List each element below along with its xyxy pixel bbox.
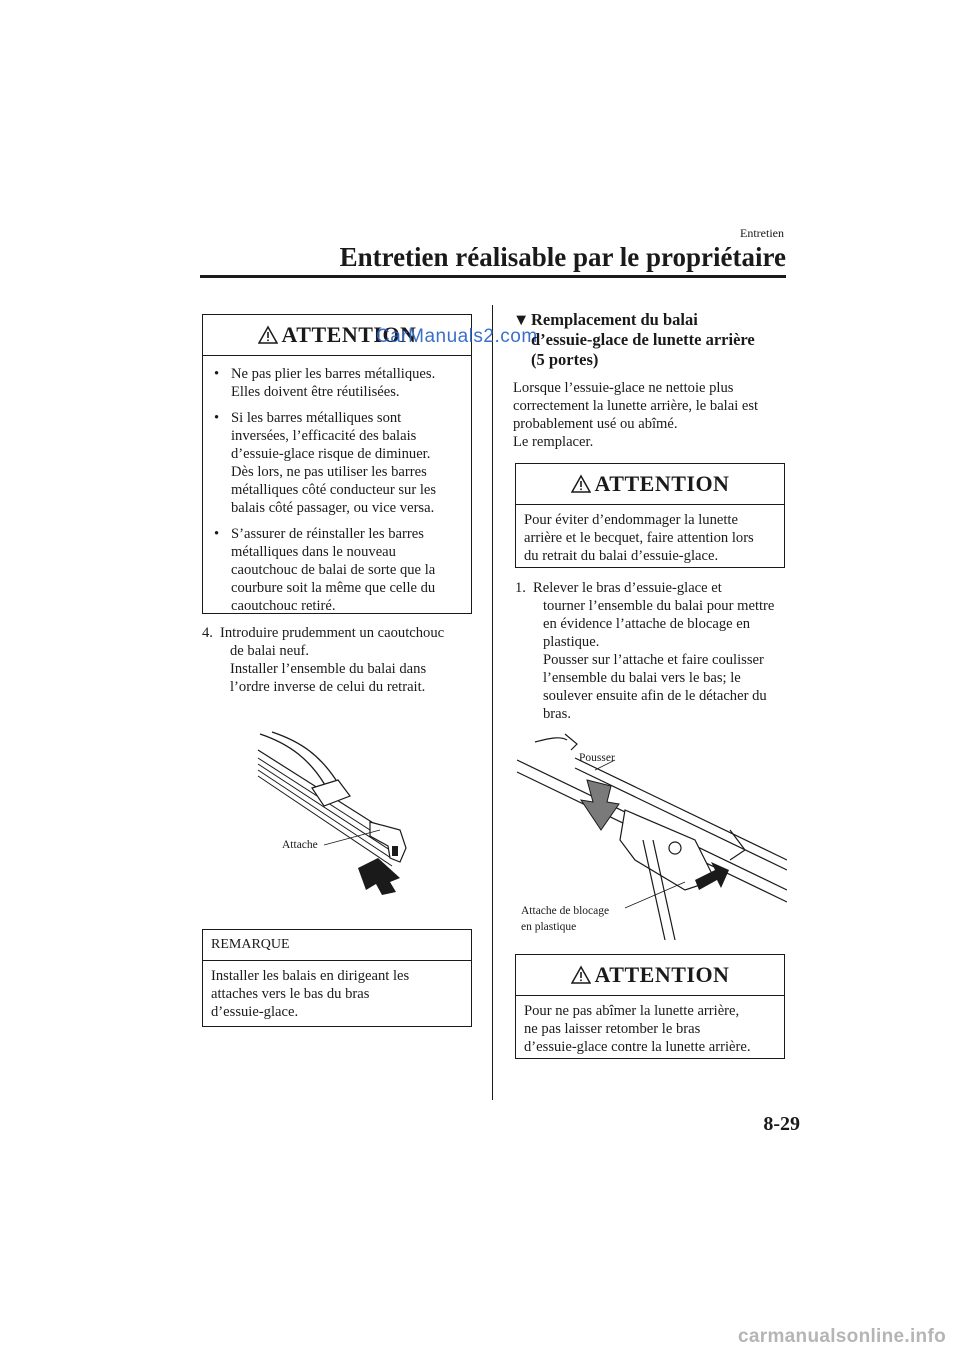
note-line: attaches vers le bas du bras bbox=[211, 986, 370, 1002]
attention-box-3-header bbox=[516, 955, 784, 996]
bullet-line: caoutchouc de balai de sorte que la bbox=[231, 562, 436, 578]
intro-line: correctement la lunette arrière, le balai est bbox=[513, 398, 759, 414]
note-body bbox=[203, 961, 471, 1027]
heading-marker-icon: ▼ bbox=[513, 310, 530, 329]
bullet-line: courbure soit la même que celle du bbox=[231, 580, 436, 596]
attention-box-2 bbox=[515, 463, 785, 568]
wiper-blade-figure bbox=[250, 730, 430, 895]
column-divider bbox=[492, 305, 493, 1100]
step-number: 4. bbox=[202, 625, 213, 641]
step-line: l’ordre inverse de celui du retrait. bbox=[230, 679, 426, 695]
header-rule bbox=[200, 275, 786, 278]
step-number: 1. bbox=[515, 580, 526, 596]
step-4-item bbox=[202, 624, 482, 696]
section-label: Entretien bbox=[740, 226, 784, 240]
attention-box-2-body bbox=[516, 505, 784, 571]
attention-box-1-body bbox=[203, 356, 471, 615]
intro-line: Lorsque l’essuie-glace ne nettoie plus bbox=[513, 380, 734, 396]
attention-title bbox=[571, 955, 730, 995]
step-line: Pousser sur l’attache et faire coulisser bbox=[543, 652, 764, 668]
attention-title-text: ATTENTION bbox=[594, 471, 730, 496]
bullet-line: Elles doivent être réutilisées. bbox=[231, 384, 400, 400]
note-line: Installer les balais en dirigeant les bbox=[211, 968, 410, 984]
bullet-item bbox=[205, 525, 463, 615]
subsection-heading bbox=[513, 310, 793, 370]
step-line: plastique. bbox=[543, 634, 600, 650]
bullet-item bbox=[205, 365, 463, 401]
step-1 bbox=[515, 579, 795, 723]
step-line: Relever le bras d’essuie-glace et bbox=[533, 580, 722, 596]
heading-line: (5 portes) bbox=[531, 350, 599, 369]
step-line: bras. bbox=[543, 706, 571, 722]
attention-title-text: ATTENTION bbox=[281, 322, 417, 347]
bullet-line: Dès lors, ne pas utiliser les barres bbox=[231, 464, 427, 480]
bullet-line: caoutchouc retiré. bbox=[231, 598, 336, 614]
bullet-dot: • bbox=[214, 410, 220, 426]
intro-line: Le remplacer. bbox=[513, 434, 594, 450]
watermark-link[interactable]: CarManuals2.com bbox=[376, 326, 538, 347]
bullet-item bbox=[205, 409, 463, 517]
step-4 bbox=[202, 624, 482, 696]
bullet-line: métalliques dans le nouveau bbox=[231, 544, 396, 560]
bullet-line: Ne pas plier les barres métalliques. bbox=[231, 366, 436, 382]
intro-line: probablement usé ou abîmé. bbox=[513, 416, 678, 432]
attention-line: Pour éviter d’endommager la lunette bbox=[524, 512, 738, 528]
figure2-label-push: Pousser bbox=[579, 752, 615, 764]
step-line: en évidence l’attache de blocage en bbox=[543, 616, 751, 632]
note-title: REMARQUE bbox=[211, 937, 290, 952]
heading-line: Remplacement du balai bbox=[531, 310, 698, 329]
attention-box-3 bbox=[515, 954, 785, 1059]
clip-label-line: Attache de blocage bbox=[521, 905, 610, 917]
step-1-item bbox=[515, 579, 795, 723]
attention-line: ne pas laisser retomber le bras bbox=[524, 1021, 701, 1037]
step-line: Introduire prudemment un caoutchouc bbox=[220, 625, 445, 641]
step-line: soulever ensuite afin de le détacher du bbox=[543, 688, 767, 704]
heading-line: d’essuie-glace de lunette arrière bbox=[531, 330, 755, 349]
attention-line: arrière et le becquet, faire attention lors bbox=[524, 530, 754, 546]
warning-triangle-icon bbox=[258, 325, 278, 345]
figure1-label-attache: Attache bbox=[282, 839, 318, 851]
attention-box-3-body bbox=[516, 996, 784, 1062]
bullet-line: balais côté passager, ou vice versa. bbox=[231, 500, 435, 516]
bullet-line: S’assurer de réinstaller les barres bbox=[231, 526, 424, 542]
bullet-line: métalliques côté conducteur sur les bbox=[231, 482, 437, 498]
attention-title-text: ATTENTION bbox=[594, 962, 730, 987]
step-line: Installer l’ensemble du balai dans bbox=[230, 661, 427, 677]
footer-site-link[interactable]: carmanualsonline.info bbox=[738, 1326, 946, 1347]
clip-label-line: en plastique bbox=[521, 921, 577, 933]
attention-line: du retrait du balai d’essuie-glace. bbox=[524, 548, 719, 564]
bullet-dot: • bbox=[214, 526, 220, 542]
step-line: l’ensemble du balai vers le bas; le bbox=[543, 670, 741, 686]
attention-line: Pour ne pas abîmer la lunette arrière, bbox=[524, 1003, 740, 1019]
bullet-dot: • bbox=[214, 366, 220, 382]
bullet-line: inversées, l’efficacité des balais bbox=[231, 428, 417, 444]
note-line: d’essuie-glace. bbox=[211, 1004, 299, 1020]
warning-triangle-icon bbox=[571, 474, 591, 494]
attention-line: d’essuie-glace contre la lunette arrière. bbox=[524, 1039, 751, 1055]
attention-box-1 bbox=[202, 314, 472, 614]
intro-paragraph bbox=[513, 379, 793, 451]
page-title: Entretien réalisable par le propriétaire bbox=[339, 242, 786, 272]
note-box bbox=[202, 929, 472, 1027]
attention-title bbox=[571, 464, 730, 504]
page-number: 8-29 bbox=[763, 1113, 800, 1135]
attention-box-2-header bbox=[516, 464, 784, 505]
bullet-line: Si les barres métalliques sont bbox=[231, 410, 402, 426]
bullet-line: d’essuie-glace risque de diminuer. bbox=[231, 446, 431, 462]
step-line: tourner l’ensemble du balai pour mettre bbox=[543, 598, 775, 614]
step-line: de balai neuf. bbox=[230, 643, 310, 659]
note-box-header bbox=[203, 930, 471, 961]
warning-triangle-icon bbox=[571, 965, 591, 985]
figure2-label-clip bbox=[521, 903, 609, 935]
